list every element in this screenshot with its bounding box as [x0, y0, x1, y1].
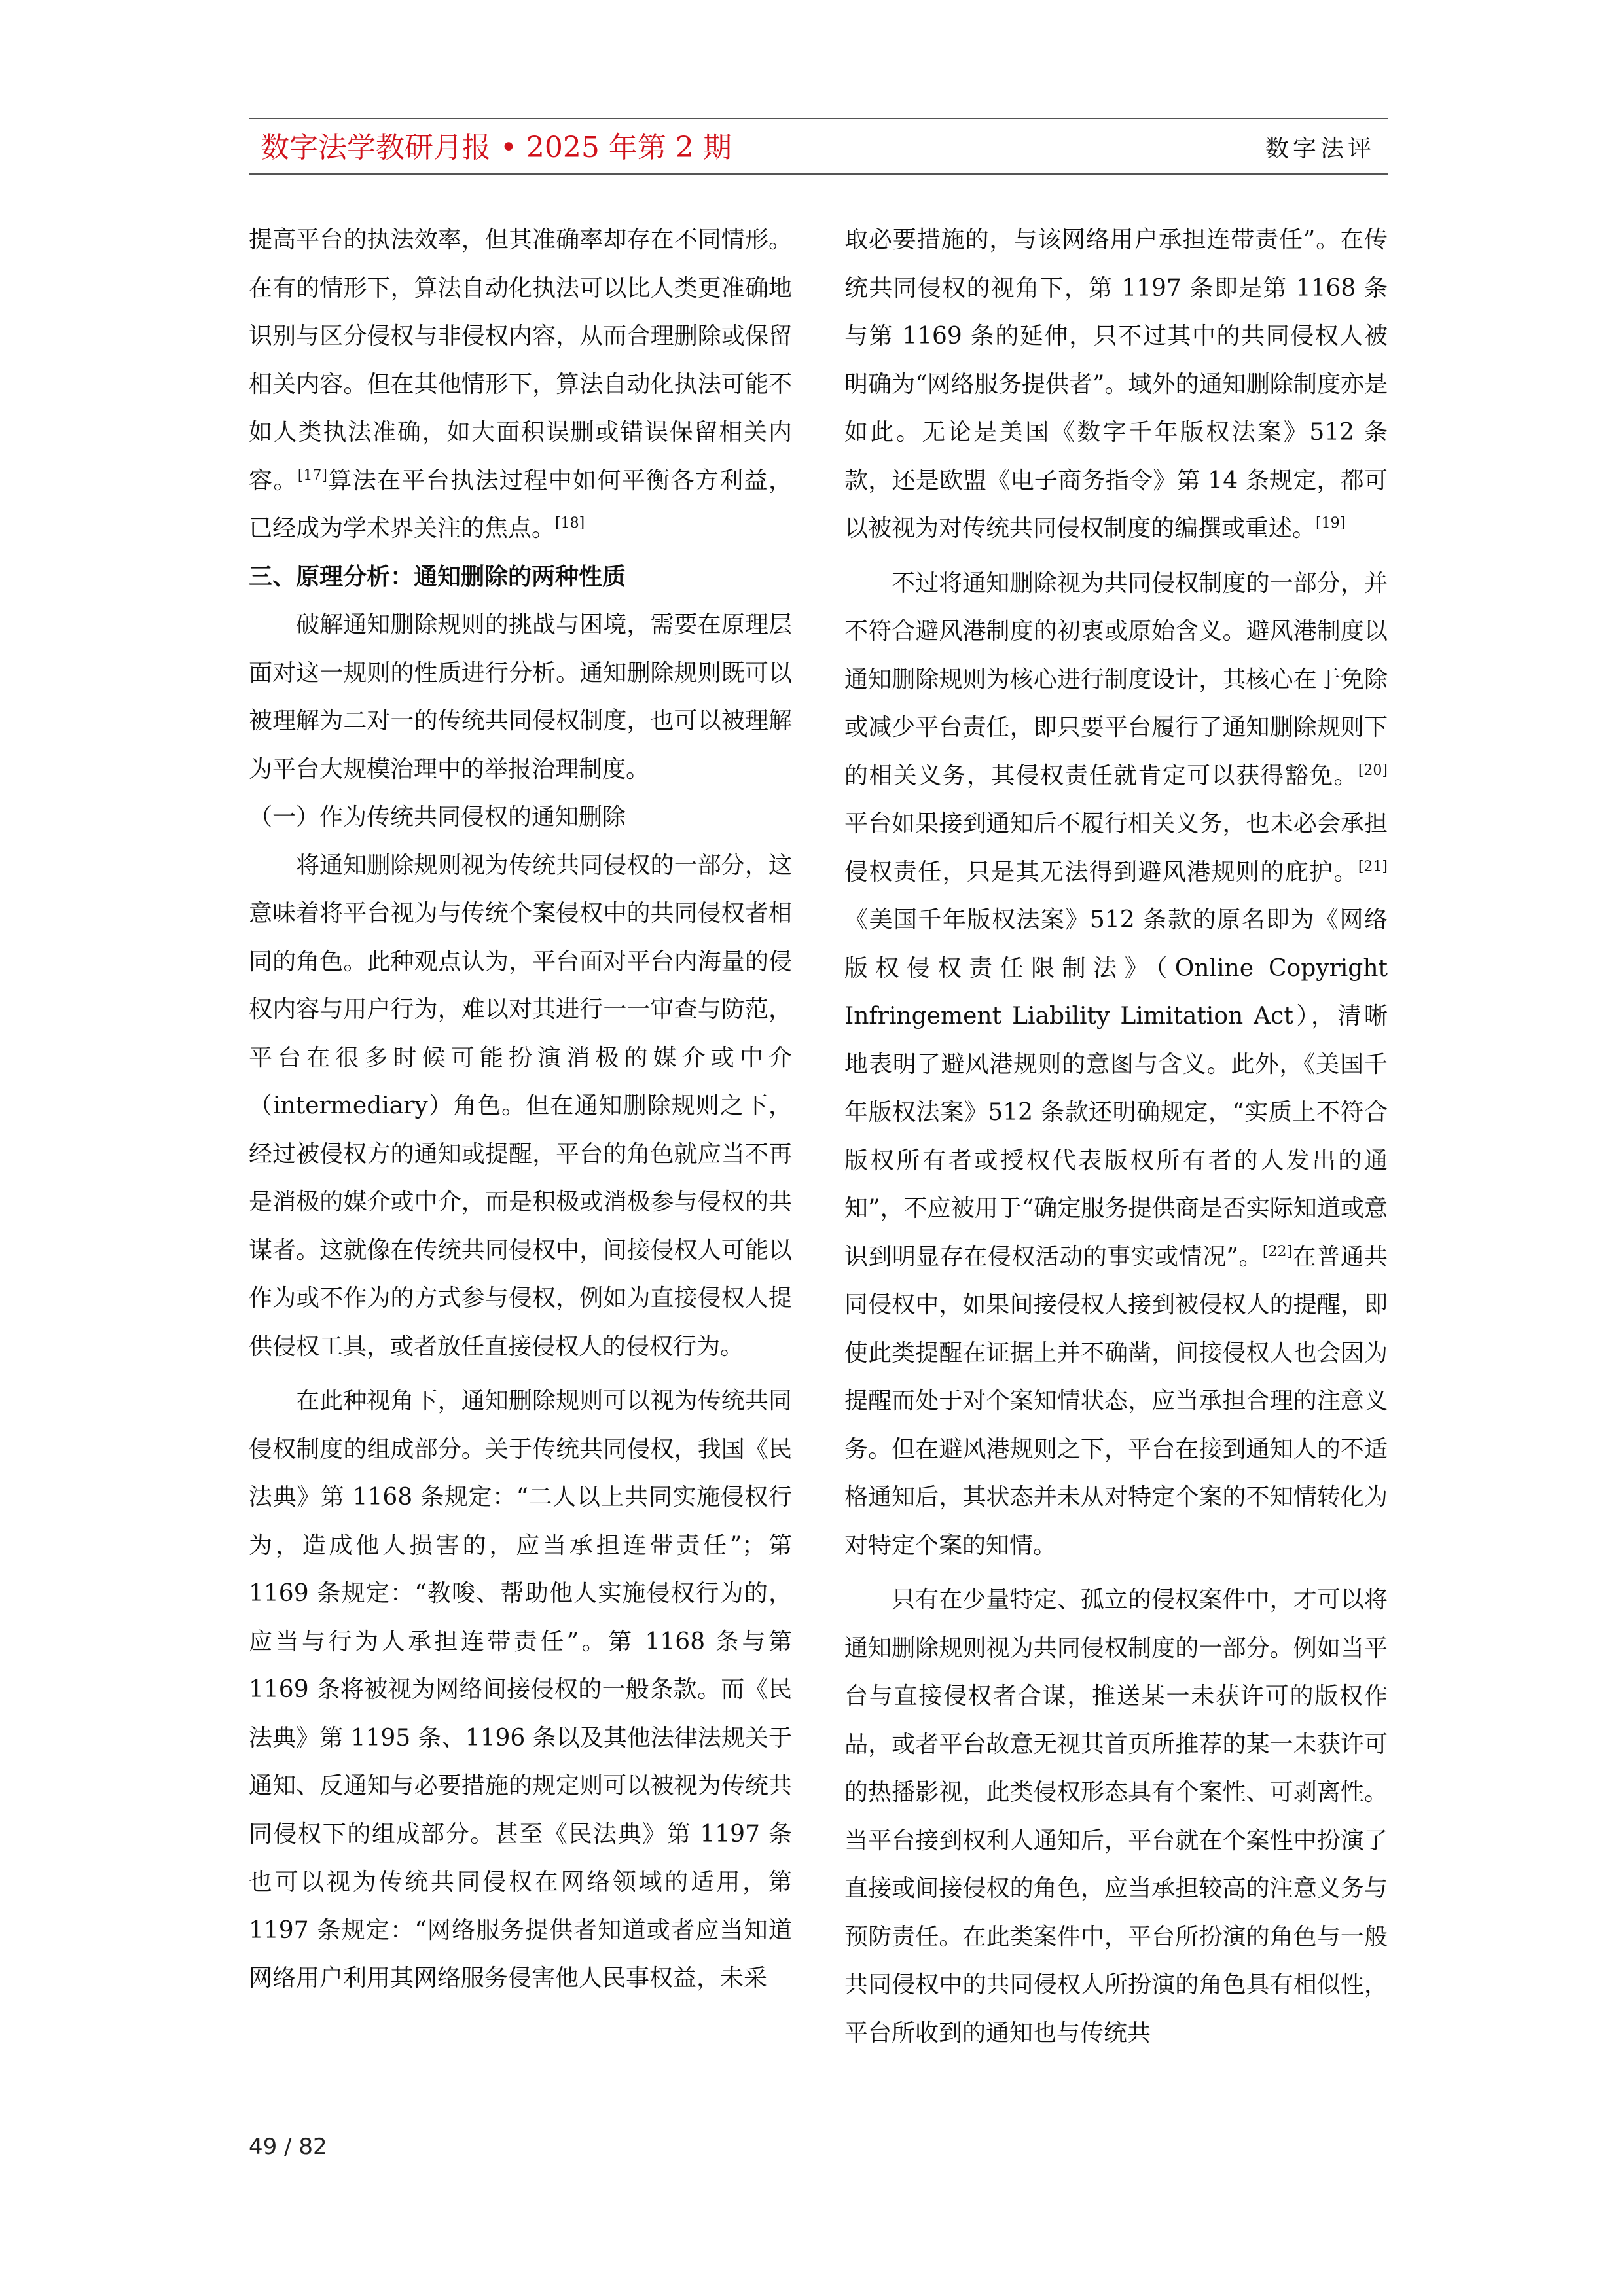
- paragraph-text: 不过将通知删除视为共同侵权制度的一部分，并不符合避风港制度的初衷或原始含义。避风港制度以通知删除规则为核心进行制度设计，其核心在于免除或减少平台责任，即只要平台履行了通知删除规则下的相关义务，其侵权责任就肯定可以获得豁免。: [844, 569, 1388, 789]
- paragraph: 破解通知删除规则的挑战与困境，需要在原理层面对这一规则的性质进行分析。通知删除规则既可以被理解为二对一的传统共同侵权制度，也可以被理解为平台大规模治理中的举报治理制度。: [249, 611, 792, 783]
- footnote-ref: [19]: [1316, 515, 1346, 531]
- paragraph: [844, 560, 1388, 1570]
- paragraph-text: 《美国千年版权法案》512 条款的原名即为《网络版权侵权责任限制法》（Online Copyright Infringement Liability Limitation Act），清晰地表明了避风港规则的意图与含义。此外，《美国千年版权法案》512 条款还明确规定，“实质上不符合版权所有者或授权代表版权所有者的人发出的通知”，不应被用于“确定服务提供商是否实际知道或意识到明显存在侵权活动的事实或情况”。: [844, 906, 1388, 1270]
- paragraph: [249, 216, 792, 553]
- paragraph: [844, 216, 1388, 553]
- footnote-ref: [20]: [1358, 762, 1388, 779]
- footnote-ref: [17]: [297, 467, 327, 484]
- journal-title: 数字法学教研月报 • 2025 年第 2 期: [261, 131, 732, 164]
- paragraph-text: 在普通共同侵权中，如果间接侵权人接到被侵权人的提醒，即使此类提醒在证据上并不确凿，间接侵权人也会因为提醒而处于对个案知情状态，应当承担合理的注意义务。但在避风港规则之下，平台在接到通知人的不适格通知后，其状态并未从对特定个案的不知情转化为对特定个案的知情。: [844, 1243, 1388, 1559]
- page-number: 49 / 82: [249, 2134, 327, 2160]
- subsection-heading: （一）作为传统共同侵权的通知删除: [249, 804, 626, 831]
- paragraph-text: 平台如果接到通知后不履行相关义务，也未必会承担侵权责任，只是其无法得到避风港规则的庇护。: [844, 810, 1388, 886]
- paragraph-text: 提高平台的执法效率，但其准确率却存在不同情形。在有的情形下，算法自动化执法可以比人类更准确地识别与区分侵权与非侵权内容，从而合理删除或保留相关内容。但在其他情形下，算法自动化执法可能不如人类执法准确，如大面积误删或错误保留相关内容。: [249, 226, 792, 494]
- footnote-ref: [21]: [1358, 858, 1388, 875]
- paragraph-text: 取必要措施的，与该网络用户承担连带责任”。在传统共同侵权的视角下，第 1197 条即是第 1168 条与第 1169 条的延伸，只不过其中的共同侵权人被明确为“网络服务提供者”。域外的通知删除制度亦是如此。无论是美国《数字千年版权法案》512 条款，还是欧盟《电子商务指令》第 14 条规定，都可以被视为对传统共同侵权制度的编撰或重述。: [844, 226, 1388, 542]
- header-bottom-rule: [249, 173, 1388, 175]
- paragraph: 在此种视角下，通知删除规则可以视为传统共同侵权制度的组成部分。关于传统共同侵权，我国《民法典》第 1168 条规定：“二人以上共同实施侵权行为，造成他人损害的，应当承担连带责任”；第 1169 条规定：“教唆、帮助他人实施侵权行为的，应当与行为人承担连带责任”。第 1168 条与第 1169 条将被视为网络间接侵权的一般条款。而《民法典》第 1195 条、1196 条以及其他法律法规关于通知、反通知与必要措施的规定则可以被视为传统共同侵权下的组成部分。甚至《民法典》第 1197 条也可以视为传统共同侵权在网络领域的适用，第 1197 条规定：“网络服务提供者知道或者应当知道网络用户利用其网络服务侵害他人民事权益，未采: [249, 1388, 792, 1992]
- paragraph-text: 算法在平台执法过程中如何平衡各方利益，已经成为学术界关注的焦点。: [249, 467, 792, 542]
- section-label: 数字法评: [1265, 135, 1375, 162]
- footnote-ref: [18]: [555, 515, 585, 531]
- paragraph: 只有在少量特定、孤立的侵权案件中，才可以将通知删除规则视为共同侵权制度的一部分。例如当平台与直接侵权者合谋，推送某一未获许可的版权作品，或者平台故意无视其首页所推荐的某一未获许可的热播影视，此类侵权形态具有个案性、可剥离性。当平台接到权利人通知后，平台就在个案性中扮演了直接或间接侵权的角色，应当承担较高的注意义务与预防责任。在此类案件中，平台所扮演的角色与一般共同侵权中的共同侵权人所扮演的角色具有相似性，平台所收到的通知也与传统共: [844, 1587, 1388, 2047]
- paragraph: 将通知删除规则视为传统共同侵权的一部分，这意味着将平台视为与传统个案侵权中的共同侵权者相同的角色。此种观点认为，平台面对平台内海量的侵权内容与用户行为，难以对其进行一一审查与防范，平台在很多时候可能扮演消极的媒介或中介（intermediary）角色。但在通知删除规则之下，经过被侵权方的通知或提醒，平台的角色就应当不再是消极的媒介或中介，而是积极或消极参与侵权的共谋者。这就像在传统共同侵权中，间接侵权人可能以作为或不作为的方式参与侵权，例如为直接侵权人提供侵权工具，或者放任直接侵权人的侵权行为。: [249, 852, 792, 1360]
- left-column: [249, 216, 792, 2003]
- section-heading: 三、原理分析：通知删除的两种性质: [249, 562, 626, 590]
- footnote-ref: [22]: [1262, 1243, 1293, 1260]
- right-column: [844, 216, 1388, 2057]
- header-top-rule: [249, 118, 1388, 119]
